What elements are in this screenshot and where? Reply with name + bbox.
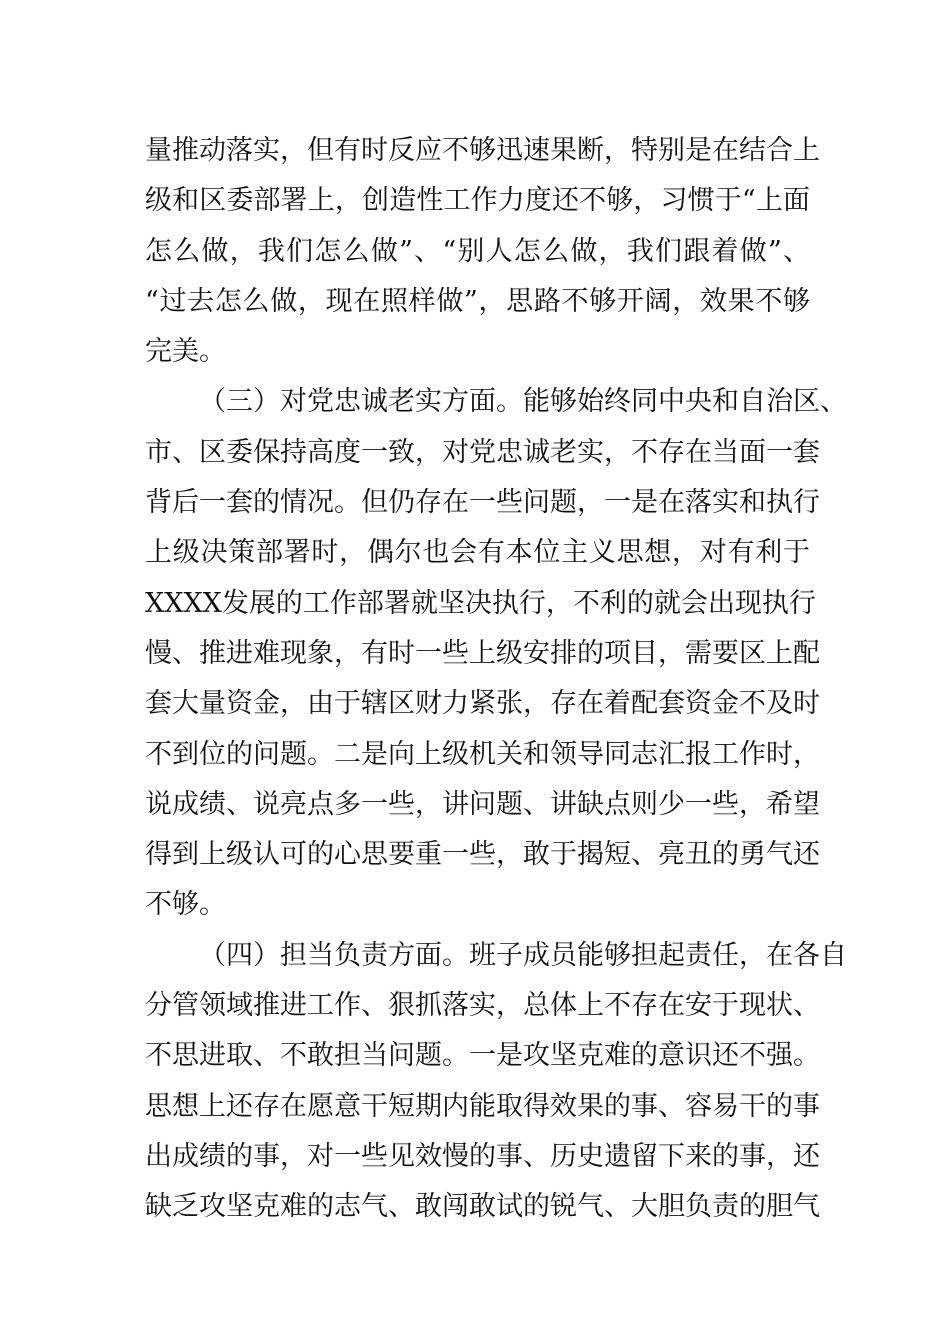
document-body [145, 126, 847, 1233]
text-line: 说成绩、说亮点多一些，讲问题、讲缺点则少一些，希望 [145, 788, 820, 820]
text-line: 上级决策部署时，偶尔也会有本位主义思想，对有利于 [145, 537, 810, 569]
section-heading-line: （三）对党忠诚老实方面。能够始终同中央和自治区、 [199, 386, 847, 418]
text-line: 得到上级认可的心思要重一些，敢于揭短、亮丑的勇气还 [145, 839, 820, 871]
text-line: 分管领域推进工作、狠抓落实，总体上不存在安于现状、 [145, 990, 820, 1022]
text-line: 思想上还存在愿意干短期内能取得效果的事、容易干的事 [145, 1090, 820, 1122]
text-line: 怎么做，我们怎么做”、“别人怎么做，我们跟着做”、 [145, 235, 810, 267]
text-line: 市、区委保持高度一致，对党忠诚老实，不存在当面一套 [145, 436, 820, 468]
text-line: 出成绩的事，对一些见效慢的事、历史遗留下来的事，还 [145, 1140, 820, 1172]
text-line: “过去怎么做，现在照样做”，思路不够开阔，效果不够 [145, 285, 810, 317]
text-line: 量推动落实，但有时反应不够迅速果断，特别是在结合上 [145, 135, 820, 166]
text-line: 不够。 [145, 889, 226, 921]
text-line: XXXX发展的工作部署就坚决执行，不利的就会出现执行 [145, 587, 816, 619]
text-line: 缺乏攻坚克难的志气、敢闯敢试的锐气、大胆负责的胆气 [145, 1191, 820, 1223]
text-line: 级和区委部署上，创造性工作力度还不够，习惯于“上面 [145, 185, 810, 217]
section-heading-line: （四）担当负责方面。班子成员能够担起责任，在各自 [199, 939, 847, 971]
text-line: 不到位的问题。二是向上级机关和领导同志汇报工作时， [145, 738, 820, 770]
text-line: 完美。 [145, 336, 226, 368]
text-line: 慢、推进难现象，有时一些上级安排的项目，需要区上配 [145, 637, 820, 669]
text-line: 套大量资金，由于辖区财力紧张，存在着配套资金不及时 [145, 688, 820, 720]
text-line: 不思进取、不敢担当问题。一是攻坚克难的意识还不强。 [145, 1040, 820, 1072]
text-line: 背后一套的情况。但仍存在一些问题，一是在落实和执行 [145, 487, 820, 519]
